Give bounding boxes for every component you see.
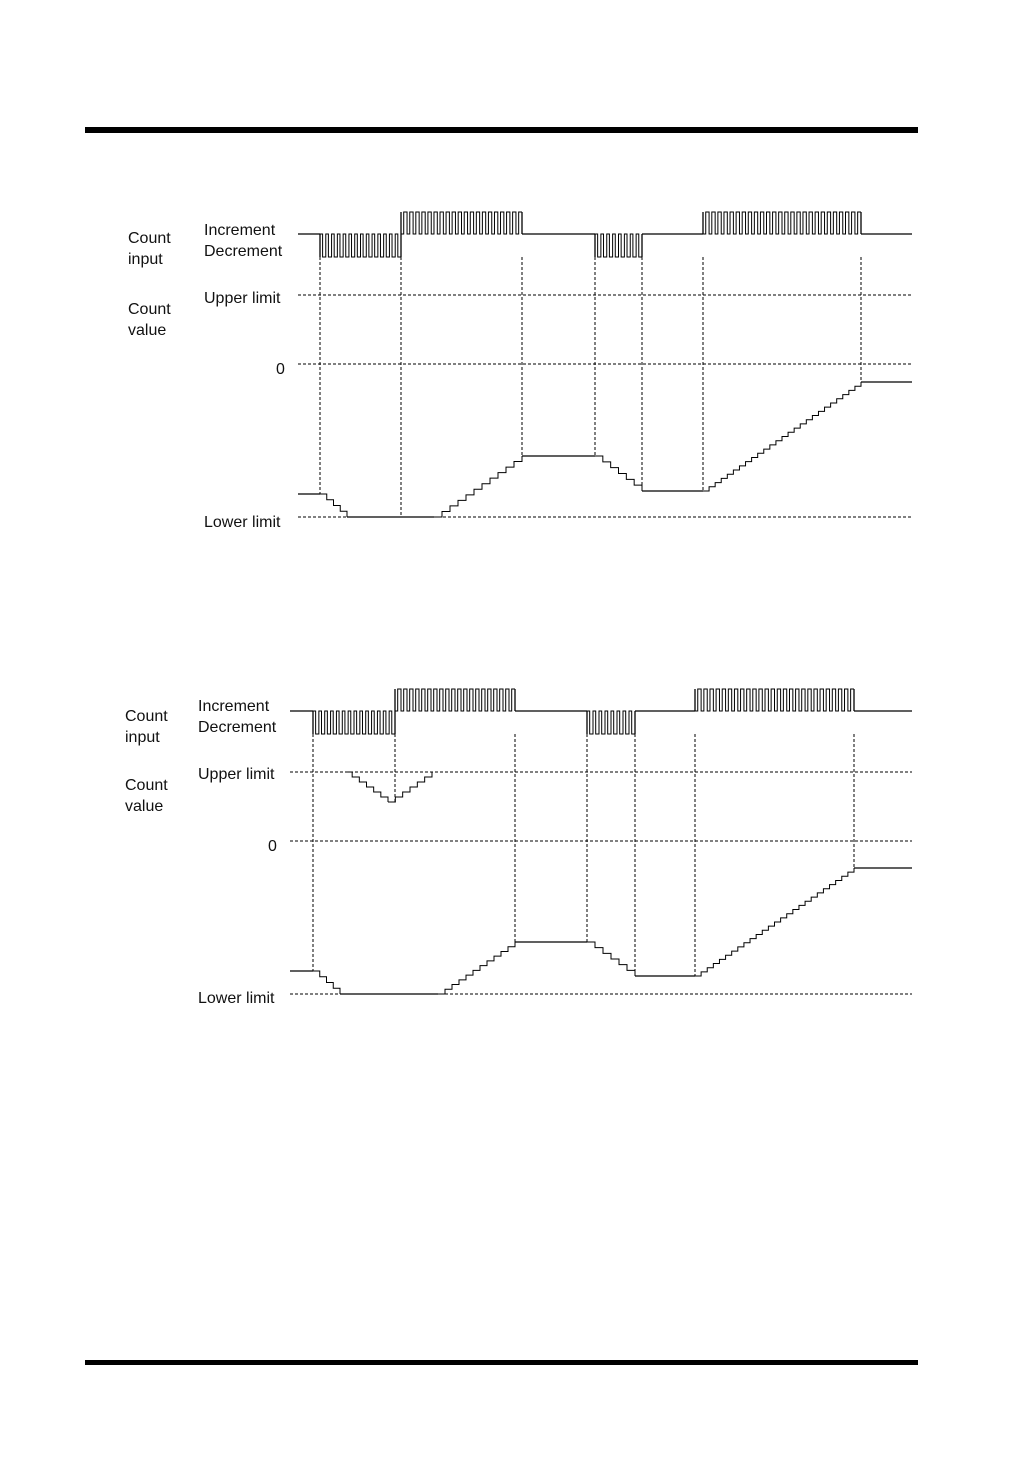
decrement-pulse-train (595, 234, 642, 257)
zero-label: 0 (268, 838, 277, 855)
increment-pulse-train (703, 212, 861, 234)
footer-rule (85, 1360, 918, 1365)
count-value-steps (313, 971, 340, 994)
lower-limit-label: Lower limit (198, 990, 275, 1007)
counter-timing-diagram-2 (0, 680, 1032, 1010)
zero-label: 0 (276, 361, 285, 378)
header-rule (85, 127, 918, 133)
count-value-steps (695, 868, 854, 976)
count-value-label-line2: value (128, 322, 167, 339)
count-value-steps (438, 942, 515, 994)
count-value-steps (703, 382, 861, 491)
lower-limit-label: Lower limit (204, 514, 281, 531)
increment-label: Increment (198, 698, 270, 715)
count-value-steps (434, 456, 522, 517)
decrement-label: Decrement (204, 243, 283, 260)
upper-limit-label: Upper limit (198, 766, 275, 783)
decrement-label: Decrement (198, 719, 277, 736)
count-value-steps (595, 456, 642, 491)
timing-waveforms (290, 689, 912, 994)
count-value-label-line1: Count (125, 777, 168, 794)
increment-pulse-train (401, 212, 522, 234)
decrement-pulse-train (320, 234, 401, 257)
count-value-label-line1: Count (128, 301, 171, 318)
timing-waveforms (298, 212, 912, 517)
increment-pulse-train (695, 689, 854, 711)
counter-timing-diagram-1 (0, 200, 1032, 540)
count-value-steps (345, 772, 388, 802)
decrement-pulse-train (587, 711, 635, 734)
decrement-pulse-train (313, 711, 395, 734)
count-value-label-line2: value (125, 798, 164, 815)
increment-pulse-train (395, 689, 515, 711)
increment-label: Increment (204, 222, 276, 239)
count-input-label-line2: input (128, 251, 163, 268)
count-input-label-line1: Count (125, 708, 168, 725)
count-input-label-line1: Count (128, 230, 171, 247)
count-value-steps (587, 942, 635, 976)
count-value-steps (320, 494, 347, 517)
count-input-label-line2: input (125, 729, 160, 746)
upper-limit-label: Upper limit (204, 290, 281, 307)
